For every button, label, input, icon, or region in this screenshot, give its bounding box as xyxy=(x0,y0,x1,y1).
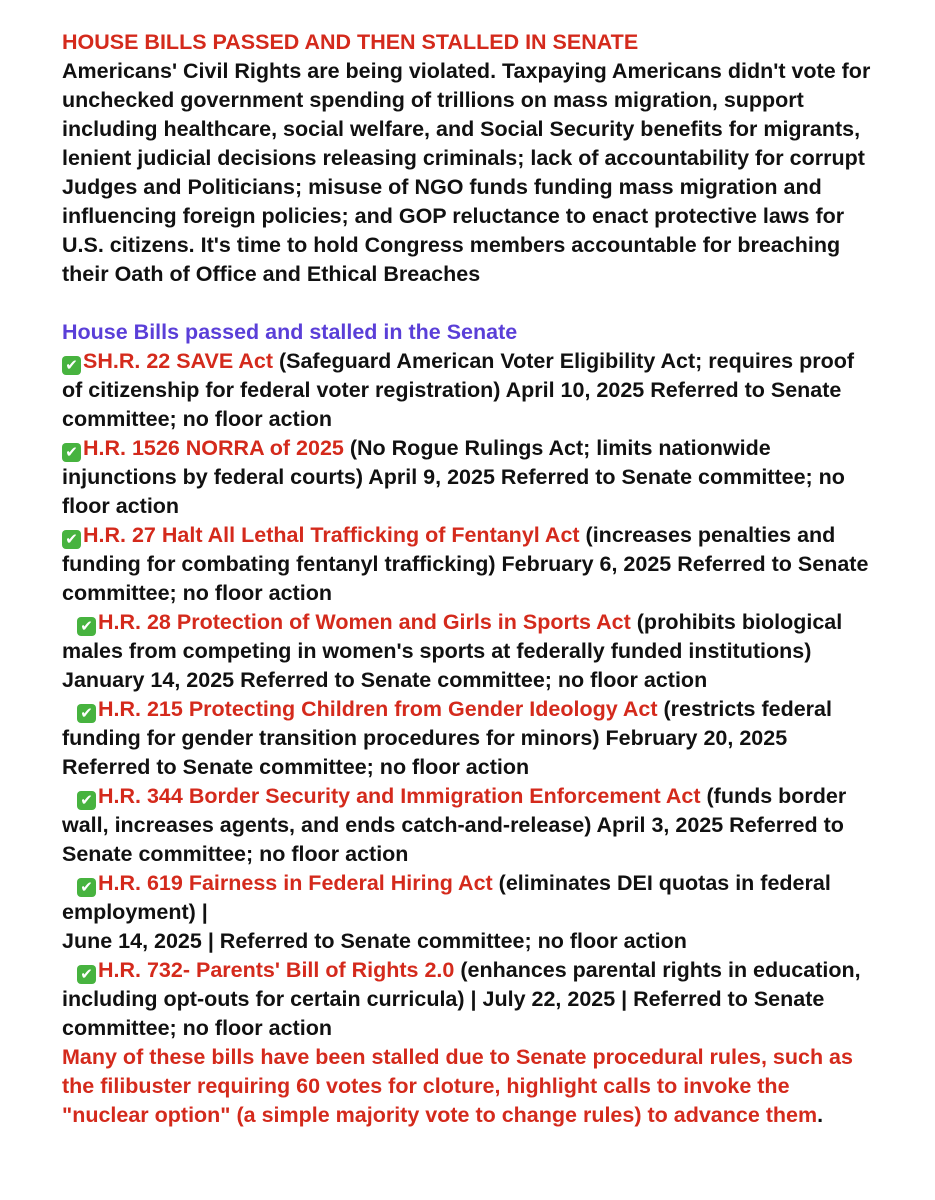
bill-description: (No Rogue Rulings Act; limits nationwide xyxy=(343,436,771,460)
check-mark-button-icon: ✔ xyxy=(77,617,96,636)
page-heading: HOUSE BILLS PASSED AND THEN STALLED IN SENATE xyxy=(62,30,639,54)
intro-line: unchecked government spending of trillions on mass migration, support xyxy=(62,88,804,112)
bill-title: H.R. 344 Border Security and Immigration Enforcement Act xyxy=(98,784,701,808)
bill-line: committee; no floor action xyxy=(62,407,332,431)
intro-line: including healthcare, social welfare, and Social Security benefits for migrants, xyxy=(62,117,861,141)
bill-line: committee; no floor action xyxy=(62,581,332,605)
bill-entry xyxy=(62,521,912,608)
bill-title: H.R. 619 Fairness in Federal Hiring Act xyxy=(98,871,493,895)
check-mark-button-icon: ✔ xyxy=(77,878,96,897)
bill-line: funding for combating fentanyl trafficking) February 6, 2025 Referred to Senate xyxy=(62,552,869,576)
bill-title: SH.R. 22 SAVE Act xyxy=(83,349,273,373)
bill-line: funding for gender transition procedures for minors) February 20, 2025 xyxy=(62,726,788,750)
closing-line: Many of these bills have been stalled due to Senate procedural rules, such as xyxy=(62,1045,853,1069)
bill-title: H.R. 28 Protection of Women and Girls in Sports Act xyxy=(98,610,631,634)
section-subheading: House Bills passed and stalled in the Senate xyxy=(62,320,518,344)
intro-line: their Oath of Office and Ethical Breaches xyxy=(62,262,481,286)
bill-line: wall, increases agents, and ends catch-and-release) April 3, 2025 Referred to xyxy=(62,813,844,837)
intro-paragraph xyxy=(62,57,912,289)
bill-title: H.R. 215 Protecting Children from Gender Ideology Act xyxy=(98,697,658,721)
closing-line: "nuclear option" (a simple majority vote to change rules) to advance them xyxy=(62,1103,818,1127)
intro-line: influencing foreign policies; and GOP reluctance to enact protective laws for xyxy=(62,204,845,228)
bill-entry xyxy=(62,434,912,521)
bill-line: employment) | xyxy=(62,900,208,924)
intro-line: Americans' Civil Rights are being violated. Taxpaying Americans didn't vote for xyxy=(62,59,871,83)
bill-line: committee; no floor action xyxy=(62,1016,332,1040)
intro-line: U.S. citizens. It's time to hold Congress members accountable for breaching xyxy=(62,233,841,257)
check-mark-button-icon: ✔ xyxy=(77,704,96,723)
bill-entry xyxy=(62,347,912,434)
intro-line: lenient judicial decisions releasing criminals; lack of accountability for corrupt xyxy=(62,146,865,170)
bill-line: males from competing in women's sports at federally funded institutions) xyxy=(62,639,812,663)
bill-title: H.R. 1526 NORRA of 2025 xyxy=(83,436,344,460)
closing-paragraph xyxy=(62,1043,912,1130)
closing-line: the filibuster requiring 60 votes for cloture, highlight calls to invoke the xyxy=(62,1074,790,1098)
bill-description: (restricts federal xyxy=(657,697,832,721)
intro-line: Judges and Politicians; misuse of NGO funds funding mass migration and xyxy=(62,175,822,199)
bill-description: (Safeguard American Voter Eligibility Act; requires proof xyxy=(272,349,854,373)
check-mark-button-icon: ✔ xyxy=(62,530,81,549)
bill-line: floor action xyxy=(62,494,180,518)
check-mark-button-icon: ✔ xyxy=(77,965,96,984)
bill-line: of citizenship for federal voter registration) April 10, 2025 Referred to Senate xyxy=(62,378,842,402)
bill-line: including opt-outs for certain curricula) | July 22, 2025 | Referred to Senate xyxy=(62,987,825,1011)
bill-line: injunctions by federal courts) April 9, 2025 Referred to Senate committee; no xyxy=(62,465,845,489)
bill-entry xyxy=(62,608,912,695)
bill-entry xyxy=(62,869,912,956)
document xyxy=(62,28,912,1130)
bill-entry xyxy=(62,956,912,1043)
bill-title: H.R. 732- Parents' Bill of Rights 2.0 xyxy=(98,958,455,982)
bill-description: (enhances parental rights in education, xyxy=(454,958,861,982)
bill-line: June 14, 2025 | Referred to Senate committee; no floor action xyxy=(62,929,687,953)
check-mark-button-icon: ✔ xyxy=(62,356,81,375)
bill-line: Referred to Senate committee; no floor action xyxy=(62,755,530,779)
closing-period: . xyxy=(817,1103,824,1127)
bill-description: (funds border xyxy=(700,784,847,808)
bill-entry xyxy=(62,782,912,869)
bill-title: H.R. 27 Halt All Lethal Trafficking of Fentanyl Act xyxy=(83,523,580,547)
bill-description: (prohibits biological xyxy=(630,610,843,634)
spacer xyxy=(62,289,912,318)
bill-line: January 14, 2025 Referred to Senate committee; no floor action xyxy=(62,668,708,692)
bill-description: (increases penalties and xyxy=(579,523,836,547)
check-mark-button-icon: ✔ xyxy=(77,791,96,810)
bill-description: (eliminates DEI quotas in federal xyxy=(492,871,831,895)
bill-line: Senate committee; no floor action xyxy=(62,842,409,866)
bill-entry xyxy=(62,695,912,782)
check-mark-button-icon: ✔ xyxy=(62,443,81,462)
